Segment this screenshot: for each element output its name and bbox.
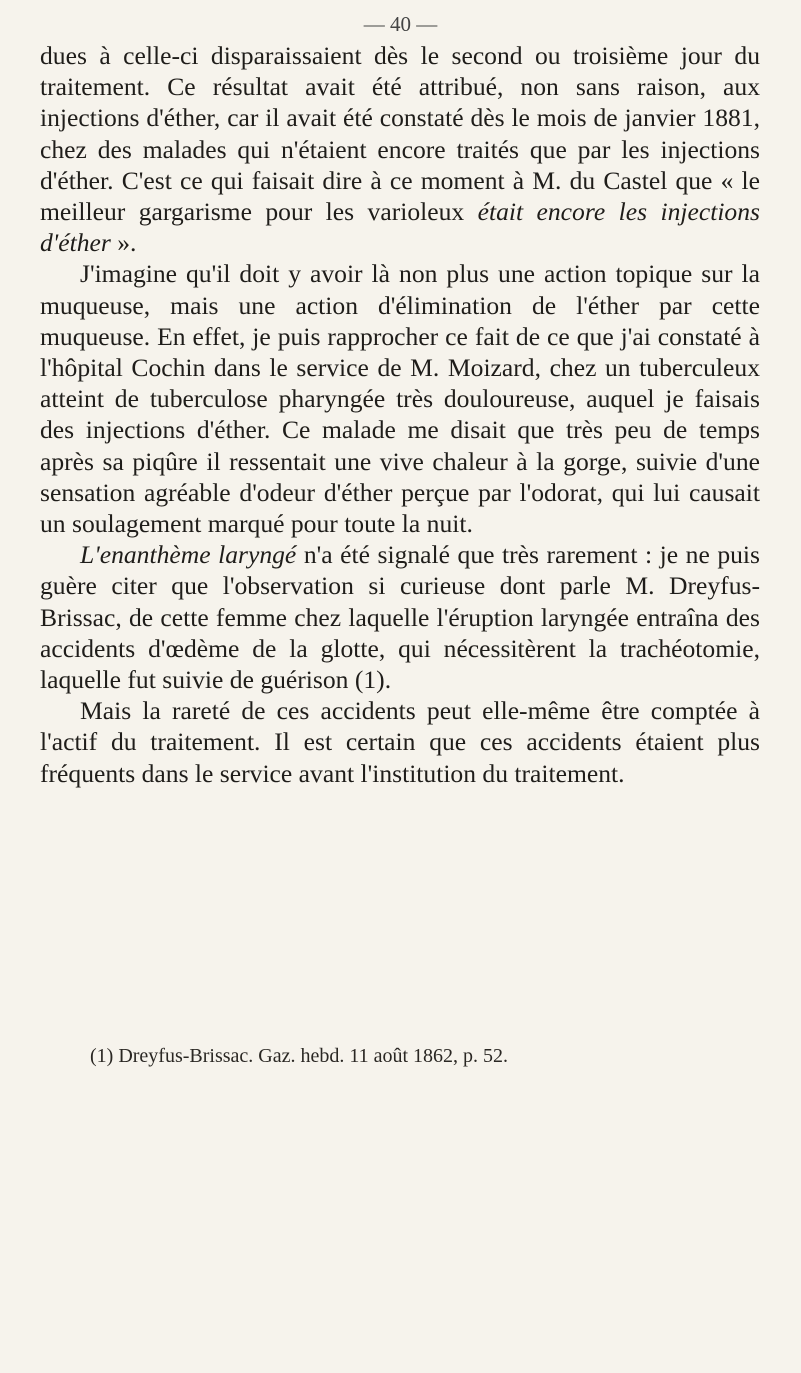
paragraph-4: Mais la rareté de ces accidents peut elle-même être comptée à l'actif du traitement. Il est certain que ces accidents étaient plus fréquents dans le service avant l'institution du traitement. <box>40 696 760 788</box>
paragraph-1 <box>40 40 760 258</box>
paragraph-3-text: n'a été signalé que très rarement : je ne puis guère citer que l'observation si curieuse dont parle M. Dreyfus-Brissac, de cette femme chez laquelle l'éruption laryngée entraîna des accidents d'œdème de la glotte, qui nécessitèrent la trachéotomie, laquelle fut suivie de guérison (1). <box>40 540 761 695</box>
paragraph-1-end: ». <box>110 228 137 258</box>
paragraph-2: J'imagine qu'il doit y avoir là non plus une action topique sur la muqueuse, mais une action d'élimination de l'éther par cette muqueuse. En effet, je puis rapprocher ce fait de ce que j'ai constaté à l'hôpital Cochin dans le service de M. Moizard, chez un tuberculeux atteint de tuberculose pharyngée très douloureuse, auquel je faisais des injections d'éther. Ce malade me disait que très peu de temps après sa piqûre il ressentait une vive chaleur à la gorge, suivie d'une sensation agréable d'odeur d'éther perçue par l'odorat, qui lui causait un soulagement marqué pour toute la nuit. <box>40 259 760 539</box>
paragraph-3-term-italic: L'enanthème laryngé <box>80 540 297 570</box>
page-number: — 40 — <box>363 12 438 36</box>
footnote: (1) Dreyfus-Brissac. Gaz. hebd. 11 août 1862, p. 52. <box>90 1045 509 1067</box>
body-text <box>40 40 760 789</box>
paragraph-3 <box>40 539 760 695</box>
paragraph-1-text: dues à celle-ci disparaissaient dès le second ou troisième jour du traitement. Ce résultat avait été attribué, non sans raison, aux injections d'éther, car il avait été constaté dès le mois de janvier 1881, chez des malades qui n'étaient encore traités que par les injections d'éther. C'est ce qui faisait dire à ce moment à M. du Castel que « le meilleur gargarisme pour les varioleux <box>40 41 760 227</box>
paragraph-1-quote-italic: était encore les injections d'éther <box>40 197 760 258</box>
